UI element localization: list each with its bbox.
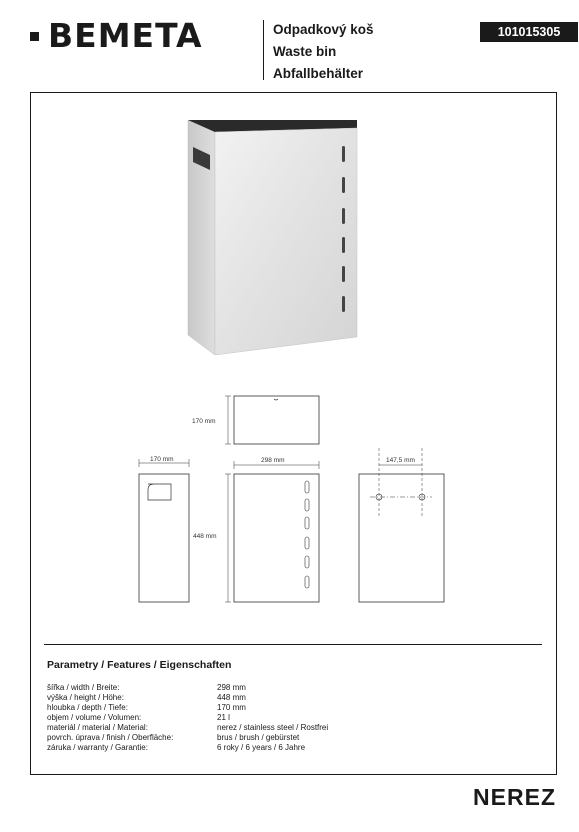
material-label: NEREZ	[473, 784, 556, 810]
param-label: šířka / width / Breite:	[47, 683, 120, 692]
side-view	[139, 456, 189, 602]
param-label: výška / height / Höhe:	[47, 693, 124, 702]
section-divider	[44, 644, 542, 645]
product-code-badge: 101015305	[480, 22, 578, 42]
param-label: hloubka / depth / Tiefe:	[47, 703, 128, 712]
title-cz: Odpadkový koš	[273, 22, 374, 37]
param-label: materiál / material / Material:	[47, 723, 148, 732]
title-de: Abfallbehälter	[273, 66, 364, 81]
hole-spacing-label: 147,5 mm	[386, 457, 415, 464]
side-depth-label: 170 mm	[150, 456, 174, 463]
param-value: brus / brush / gebürstet	[217, 733, 300, 742]
param-row	[47, 693, 328, 703]
parameters-title: Parametry / Features / Eigenschaften	[47, 659, 232, 671]
top-depth-label: 170 mm	[192, 418, 216, 425]
rear-view	[359, 448, 444, 602]
param-row	[47, 713, 328, 723]
height-label: 448 mm	[193, 533, 217, 540]
param-value: 298 mm	[217, 683, 246, 692]
param-value: 170 mm	[217, 703, 246, 712]
param-value: 21 l	[217, 713, 230, 722]
top-view	[192, 396, 319, 444]
param-row	[47, 723, 328, 733]
param-value: nerez / stainless steel / Rostfrei	[217, 723, 329, 732]
param-value: 448 mm	[217, 693, 246, 702]
logo-wordmark: BEMETA	[48, 16, 203, 55]
product-image	[188, 120, 357, 355]
param-label: objem / volume / Volumen:	[47, 713, 142, 722]
param-row	[47, 733, 328, 743]
param-row	[47, 703, 328, 713]
param-row	[47, 743, 328, 753]
param-label: záruka / warranty / Garantie:	[47, 743, 148, 752]
front-view	[193, 457, 319, 602]
title-en: Waste bin	[273, 44, 337, 59]
param-row	[47, 683, 328, 693]
param-label: povrch. úprava / finish / Oberfläche:	[47, 733, 174, 742]
front-width-label: 298 mm	[261, 457, 285, 464]
param-value: 6 roky / 6 years / 6 Jahre	[217, 743, 306, 752]
parameters-table	[47, 683, 328, 753]
